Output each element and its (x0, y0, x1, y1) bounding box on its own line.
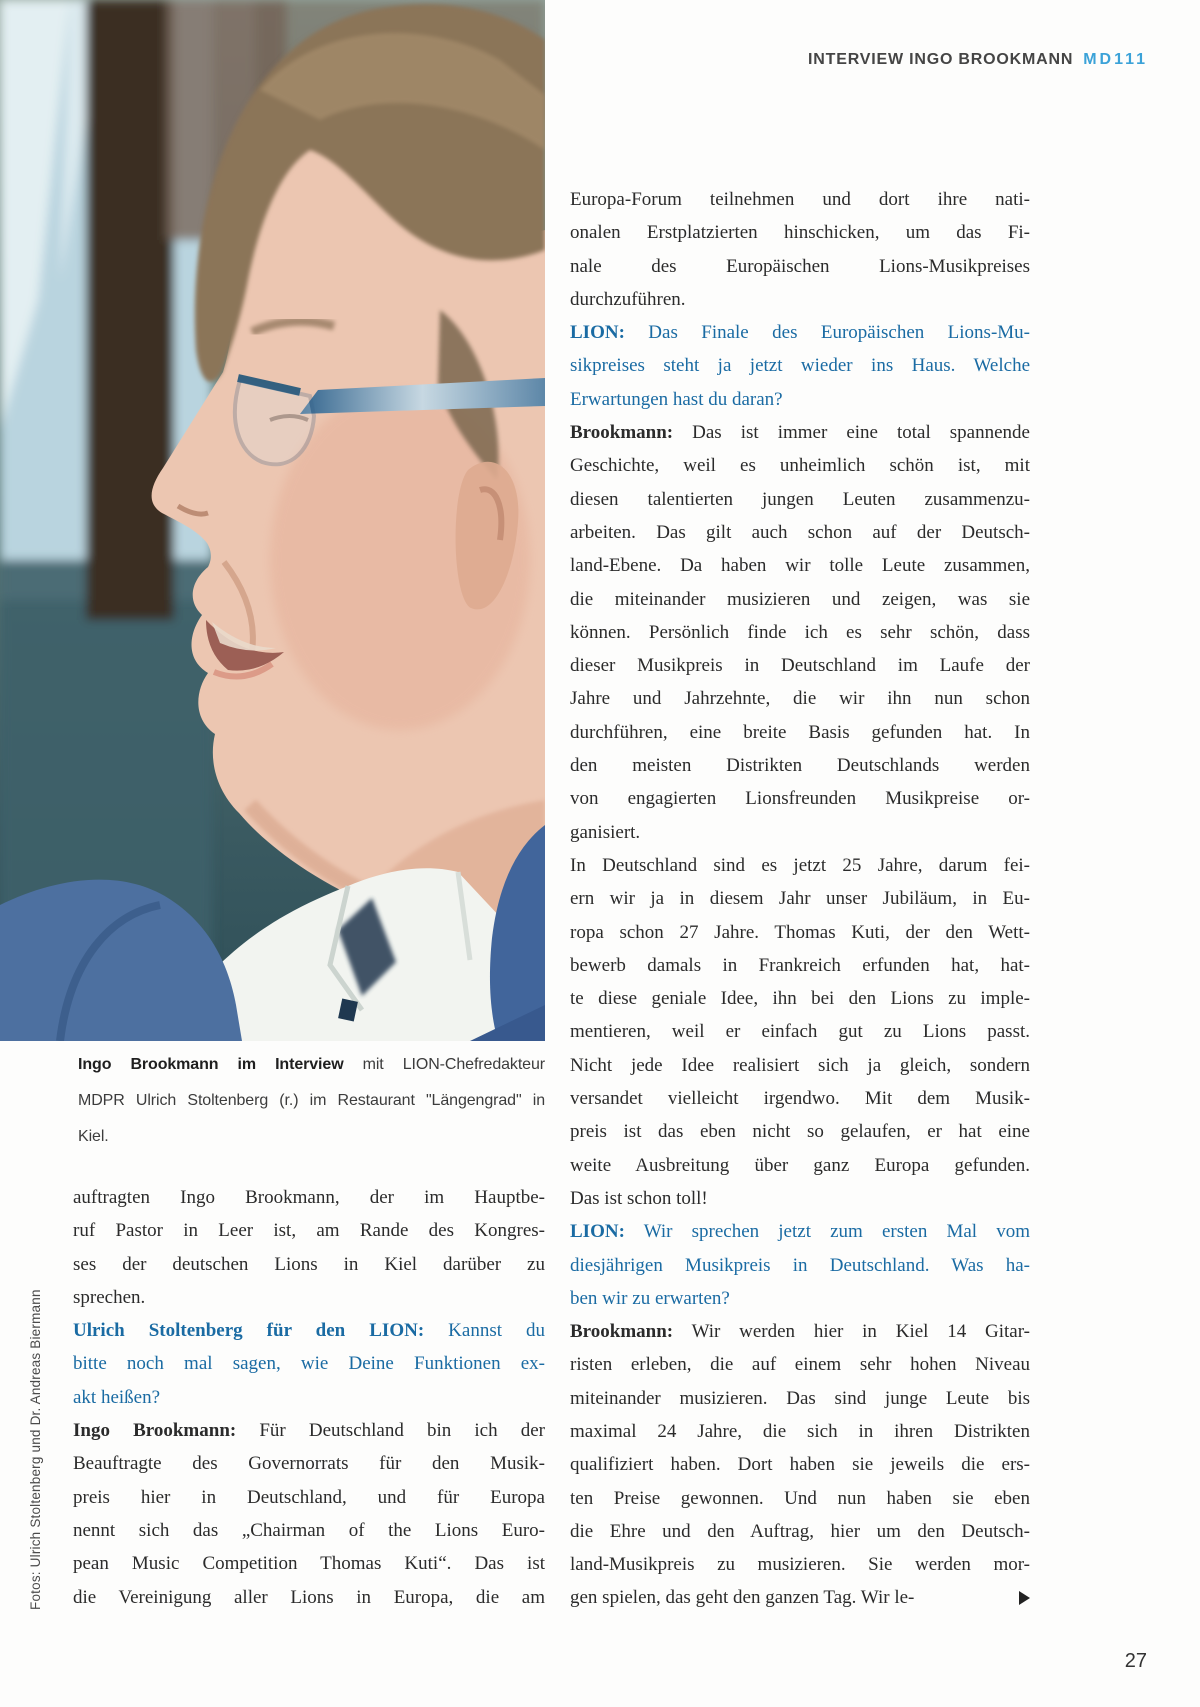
header-edition: MD111 (1083, 51, 1148, 68)
text-line: auftragten Ingo Brookmann, der im Hauptbe- (73, 1187, 545, 1208)
text-line: Ulrich Stoltenberg für den LION: Kannst du (73, 1320, 546, 1342)
text-line: ben wir zu erwarten? (570, 1287, 730, 1309)
text-line: Das ist schon toll! (570, 1187, 708, 1209)
page-header (808, 51, 1148, 69)
text-line: gen spielen, das geht den ganzen Tag. Wir le- (570, 1581, 1030, 1614)
interview-photo-illustration (0, 0, 545, 1041)
text-line: LION: Das Finale des Europäischen Lions-Mu- (570, 322, 1030, 344)
text-line: von engagierten Lionsfreunden Musikpreise or- (570, 788, 1030, 810)
text-line: Europa-Forum teilnehmen und dort ihre nati- (570, 189, 1030, 210)
text-line: qualifiziert haben. Dort haben sie jeweils die ers- (570, 1454, 1030, 1476)
text-line: dieser Musikpreis in Deutschland im Laufe der (570, 655, 1030, 677)
text-line: land-Ebene. Da haben wir tolle Leute zusammen, (570, 555, 1030, 577)
text-line: mentieren, weil er einfach gut zu Lions passt. (570, 1021, 1030, 1043)
speaker-label: LION: (570, 322, 625, 344)
dark-pillar (86, 0, 174, 620)
text-line: versandet vielleicht irgendwo. Mit dem Musik- (570, 1088, 1030, 1110)
text-line: diesen talentierten jungen Leuten zusammenzu- (570, 488, 1030, 510)
page-number: 27 (1124, 1650, 1147, 1672)
speaker-label: Ingo Brookmann: (73, 1420, 237, 1442)
photo-caption (78, 1047, 545, 1155)
text-line: Brookmann: Das ist immer eine total spannende (570, 422, 1030, 444)
text-line: risten erleben, die auf einem sehr hohen Niveau (570, 1354, 1030, 1376)
text-line: können. Persönlich finde ich es sehr schön, dass (570, 621, 1030, 643)
text-line: ganisiert. (570, 821, 641, 843)
text-line: die miteinander musizieren und zeigen, was sie (570, 588, 1030, 610)
text-line: land-Musikpreis zu musizieren. Sie werden mor- (570, 1554, 1030, 1576)
text-line: ropa schon 27 Jahre. Thomas Kuti, der den Wett- (570, 921, 1030, 943)
text-line: preis hier in Deutschland, und für Europa (73, 1486, 545, 1508)
speaker-label: Ingo Brookmann im Interview (78, 1056, 344, 1073)
text-line: onalen Erstplatzierten hinschicken, um das Fi- (570, 222, 1030, 244)
left-column (73, 1181, 545, 1614)
speaker-label: Brookmann: (570, 422, 674, 444)
text-line: miteinander musizieren. Das sind junge Leute bis (570, 1387, 1030, 1409)
text-line: te diese geniale Idee, ihn bei den Lions zu imple- (570, 988, 1030, 1010)
interview-photo (0, 0, 545, 1041)
speaker-label: Ulrich Stoltenberg für den LION: (73, 1320, 425, 1342)
text-line: MDPR Ulrich Stoltenberg (r.) im Restaurant "Längengrad" in (78, 1092, 545, 1109)
text-line: sprechen. (73, 1286, 146, 1308)
text-line: ruf Pastor in Leer ist, am Rande des Kongres- (73, 1220, 545, 1242)
right-column (570, 183, 1030, 1615)
text-line: Nicht jede Idee realisiert sich ja gleich, sondern (570, 1054, 1030, 1076)
text-line: Ingo Brookmann: Für Deutschland bin ich der (73, 1420, 545, 1442)
text-line: preis ist das eben nicht so gelaufen, er hat eine (570, 1121, 1030, 1143)
text-line: pean Music Competition Thomas Kuti“. Das ist (73, 1553, 545, 1575)
text-line: durchzuführen. (570, 288, 686, 310)
text-line: Beauftragte des Governorrats für den Musik- (73, 1453, 545, 1475)
text-line: arbeiten. Das gilt auch schon auf der Deutsch- (570, 521, 1030, 543)
text-line: Jahre und Jahrzehnte, die wir ihn nun schon (570, 688, 1030, 710)
text-line: sikpreises steht ja jetzt wieder ins Haus. Welche (570, 355, 1030, 377)
text-line: bitte noch mal sagen, wie Deine Funktionen ex- (73, 1353, 545, 1375)
header-title: INTERVIEW INGO BROOKMANN (808, 51, 1074, 68)
text-line: maximal 24 Jahre, die sich in ihren Distrikten (570, 1420, 1030, 1442)
text-line: Kiel. (78, 1128, 109, 1145)
text-line: durchführen, eine breite Basis gefunden hat. In (570, 721, 1030, 743)
text-line: Ingo Brookmann im Interview mit LION-Chefredakteur (78, 1056, 545, 1073)
text-line: die Ehre und den Auftrag, hier um den Deutsch- (570, 1520, 1030, 1542)
text-line: ern wir ja in diesem Jahr unser Jubiläum, in Eu- (570, 888, 1030, 910)
text-line: In Deutschland sind es jetzt 25 Jahre, darum fei- (570, 854, 1030, 876)
text-line: den meisten Distrikten Deutschlands werden (570, 755, 1030, 777)
photo-credit: Fotos: Ulrich Stoltenberg und Dr. Andreas Biermann (28, 1289, 43, 1610)
text-line: Brookmann: Wir werden hier in Kiel 14 Gitar- (570, 1321, 1030, 1343)
text-line: LION: Wir sprechen jetzt zum ersten Mal vom (570, 1221, 1030, 1243)
speaker-label: Brookmann: (570, 1321, 674, 1343)
text-line: diesjährigen Musikpreis in Deutschland. Was ha- (570, 1254, 1030, 1276)
text-line: akt heißen? (73, 1386, 161, 1408)
text-line: nale des Europäischen Lions-Musikpreises (570, 255, 1030, 277)
text-line: ten Preise gewonnen. Und nun haben sie eben (570, 1487, 1030, 1509)
text-line: die Vereinigung aller Lions in Europa, die am (73, 1586, 545, 1608)
text-line: Geschichte, weil es unheimlich schön ist, mit (570, 455, 1030, 477)
continuation-arrow-icon (1019, 1591, 1030, 1605)
text-line: Erwartungen hast du daran? (570, 388, 783, 410)
text-line: bewerb damals in Frankreich erfunden hat, hat- (570, 954, 1030, 976)
text-line: weite Ausbreitung über ganz Europa gefunden. (570, 1154, 1030, 1176)
speaker-label: LION: (570, 1221, 625, 1243)
text-line: ses der deutschen Lions in Kiel darüber zu (73, 1253, 545, 1275)
text-line: nennt sich das „Chairman of the Lions Euro- (73, 1519, 545, 1541)
